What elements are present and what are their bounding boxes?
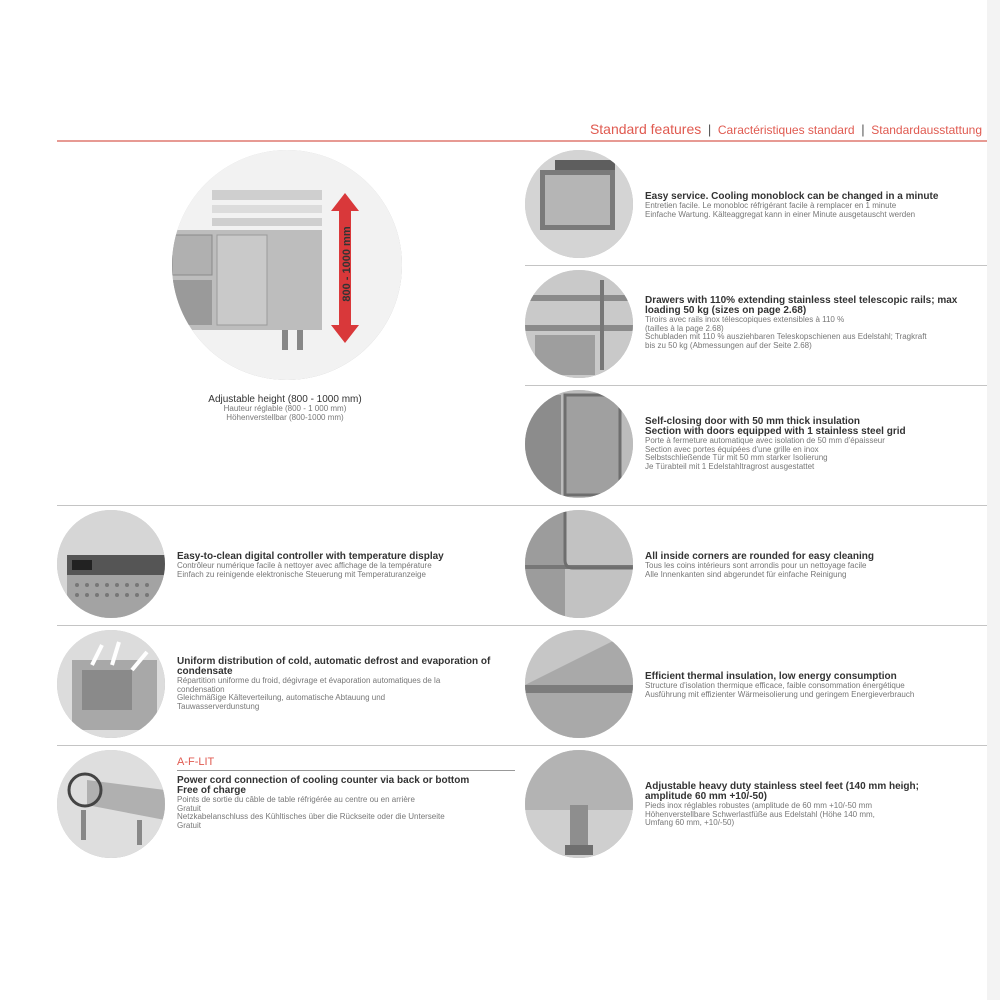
hero-caption-fr: Hauteur réglable (800 - 1 000 mm) [223, 404, 347, 413]
feature-description: Entretien facile. Le monobloc réfrigérant facile à remplacer en 1 minute Einfache Wartung. Kälteaggregat kann in einer Minute ausgetauscht werden [645, 201, 916, 219]
header-title-en: Standard features [589, 121, 702, 137]
defrost-image [57, 630, 165, 738]
row-divider [525, 385, 987, 386]
feature-door [645, 417, 985, 471]
feature-tag: A-F-LIT [177, 756, 215, 768]
feature-title: All inside corners are rounded for easy cleaning [645, 551, 874, 562]
insulation-image [525, 630, 633, 738]
feature-monoblock [645, 192, 985, 219]
feature-title: Uniform distribution of cold, automatic defrost and evaporation of condensate [177, 656, 491, 677]
corners-image [525, 510, 633, 618]
section-header [590, 121, 982, 137]
feature-description: Porte à fermeture automatique avec isolation de 50 mm d'épaisseur Section avec portes équipées d'une grille en inox Selbstschließende Tür mit 50 mm starker Isolierung Je Türabteil mit 1 Edelstahltragrost ausgestattet [645, 436, 885, 471]
feature-insulation [645, 672, 985, 699]
feature-description: Structure d'isolation thermique efficace, faible consommation énergétique Ausführung mit effizienter Wärmeisolierung und geringem Energieverbrauch [645, 681, 915, 699]
row-divider [57, 505, 987, 506]
feature-description: Pieds inox réglables robustes (amplitude de 60 mm +10/-50 mm Höhenverstellbare Schwerlastfüße aus Edelstahl (Höhe 140 mm, Umfang 60 mm, +10/-50) [645, 801, 875, 827]
feature-title: Easy service. Cooling monoblock can be changed in a minute [645, 191, 939, 202]
row-divider [57, 745, 987, 746]
feet-image [525, 750, 633, 858]
feature-title: Self-closing door with 50 mm thick insulation Section with doors equipped with 1 stainless steel grid [645, 416, 906, 437]
feature-description: Tiroirs avec rails inox télescopiques extensibles à 110 % (tailles à la page 2.68) Schubladen mit 110 % ausziehbaren Teleskopschienen aus Edelstahl; Tragkraft bis zu 50 kg (Abmessungen auf der Seite 2.68) [645, 315, 927, 350]
header-title-fr: Caractéristiques standard [717, 123, 855, 137]
controller-image [57, 510, 165, 618]
feature-title: Power cord connection of cooling counter via back or bottom Free of charge [177, 775, 470, 796]
feature-description: Points de sortie du câble de table réfrigérée au centre ou en arrière Gratuit Netzkabelanschluss des Kühltisches über die Rückseite oder die Unterseite Gratuit [177, 795, 445, 830]
feature-defrost [177, 657, 517, 711]
header-separator: | [861, 122, 865, 137]
row-divider [57, 625, 987, 626]
door-image [525, 390, 633, 498]
feature-description: Tous les coins intérieurs sont arrondis pour un nettoyage facile Alle Innenkanten sind abgerundet für einfache Reinigung [645, 561, 867, 579]
feature-corners [645, 552, 985, 579]
feature-controller [177, 552, 517, 579]
row-divider [525, 265, 987, 266]
hero-caption [180, 395, 390, 422]
feature-tag-underline [177, 770, 515, 771]
feature-powercord [177, 776, 517, 830]
height-arrow [335, 228, 375, 308]
header-title-de: Standardausstattung [871, 123, 982, 137]
feature-feet [645, 782, 985, 828]
hero-caption-de: Höhenverstellbar (800-1000 mm) [226, 412, 344, 422]
header-divider [57, 140, 987, 142]
hero-caption-en: Adjustable height (800 - 1000 mm) [208, 394, 362, 405]
feature-title: Adjustable heavy duty stainless steel feet (140 mm heigh; amplitude 60 mm +10/-50) [645, 781, 919, 802]
drawers-image [525, 270, 633, 378]
feature-title: Easy-to-clean digital controller with temperature display [177, 551, 444, 562]
page-edge-shade [987, 0, 1000, 1000]
header-separator: | [707, 122, 712, 137]
monoblock-image [525, 150, 633, 258]
feature-drawers [645, 296, 985, 350]
feature-description: Répartition uniforme du froid, dégivrage et évaporation automatiques de la condensation Gleichmäßige Kälteverteilung, automatische Abtauung und Tauwasserverdunstung [177, 676, 441, 711]
feature-description: Contrôleur numérique facile à nettoyer avec affichage de la température Einfach zu reinigende elektronische Steuerung mit Temperaturanzeige [177, 561, 432, 579]
feature-title: Drawers with 110% extending stainless steel telescopic rails; max loading 50 kg (sizes on page 2.68) [645, 295, 958, 316]
height-label: 800 - 1000 mm [341, 226, 353, 302]
powercord-image [57, 750, 165, 858]
feature-title: Efficient thermal insulation, low energy consumption [645, 671, 897, 682]
